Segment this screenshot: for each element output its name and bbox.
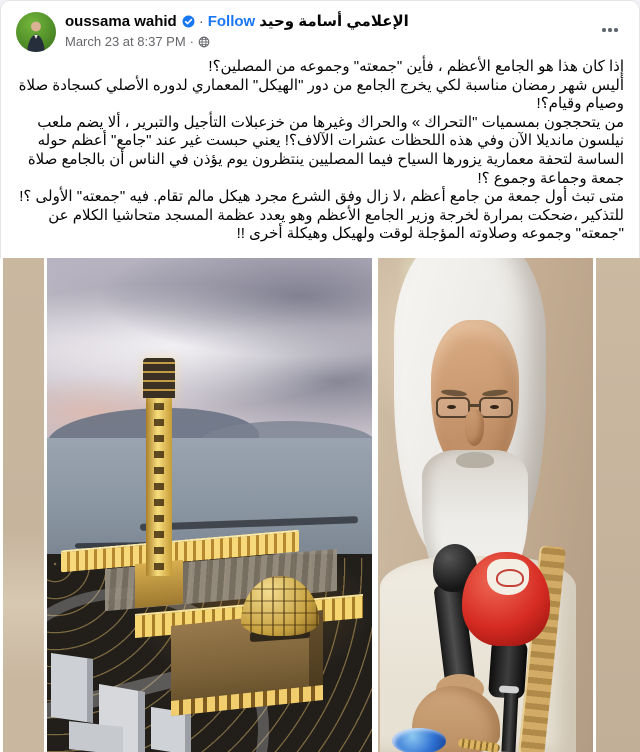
minaret-tower: [146, 394, 172, 576]
timestamp[interactable]: March 23 at 8:37 PM: [65, 34, 186, 49]
nose: [465, 410, 484, 446]
eye: [447, 405, 456, 409]
post-paragraph: أليس شهر رمضان مناسبة لكي يخرج الجامع من دور "الهيكل" المعماري لدوره الأصلي كسجادة صلاة وصيام وقيام؟!: [18, 76, 624, 113]
more-options-button[interactable]: [592, 16, 628, 44]
eye: [490, 405, 499, 409]
post-meta: [65, 34, 409, 50]
post-paragraph: للتذكير ،ضحكت بمرارة لخرجة وزير الجامع الأعظم وهو يعدد عظمة المسجد متحاشيا الكلام عن "جمعته" وجموعه وصلاوته المؤجلة لوقت ولهيكل وهيكلة أخرى !!: [48, 206, 624, 243]
post-paragraph: من يتحججون بمسميات "التحراك » والحراك وغيرها من خزعبلات التأجيل والتبرير ، ألا يضم ملعب نيلسون مانديلا الآن وفي هذه اللحظات عشرات الآلاف؟! يعني حبست غير عند "جامع" أعظم حوله الساسة لتحفة معمارية يزورها السياح فيما المصليين ينتظرون يوم يؤذن في الناس أن بالجامع صلاة جمعة وجماعة وجموع ؟!: [27, 113, 624, 187]
post-header: [0, 0, 640, 58]
microphone-channel-logo: [487, 559, 529, 595]
photo-cleric-with-microphones[interactable]: [378, 258, 593, 752]
meta-separator: ·: [189, 34, 195, 49]
dot-icon: [614, 28, 618, 32]
photo-collage[interactable]: [0, 258, 640, 752]
avatar-image: [16, 12, 56, 52]
verified-badge-icon: [182, 15, 195, 28]
name-row: [65, 12, 409, 31]
page-name-arabic[interactable]: الإعلامي أسامة وحيد: [259, 13, 409, 30]
collage-right-strip: [596, 258, 640, 752]
blue-shiny-object: [392, 728, 446, 752]
follow-button[interactable]: Follow: [207, 13, 256, 30]
avatar[interactable]: [16, 12, 56, 52]
glasses-bridge: [468, 404, 480, 407]
public-globe-icon: [198, 36, 210, 48]
dot-icon: [608, 28, 612, 32]
mustache: [456, 452, 494, 468]
page-name-latin[interactable]: oussama wahid: [65, 13, 177, 30]
apartment-block: [69, 721, 123, 752]
post-text: [16, 58, 624, 244]
dot-icon: [602, 28, 606, 32]
post-paragraph: متى تبث أول جمعة من جامع أعظم ،لا زال وفق الشرع مجرد هيكل مالم تقام. فيه "جمعته" الأولى ؟!: [19, 188, 624, 206]
header-info: [65, 12, 409, 58]
stand-ring: [499, 685, 519, 693]
collage-left-strip: [3, 258, 44, 752]
minaret-top: [143, 358, 175, 398]
photo-great-mosque-of-algiers[interactable]: [47, 258, 372, 752]
name-follow-separator: ·: [198, 13, 204, 30]
apartment-block: [51, 653, 93, 723]
post-paragraph: إذا كان هذا هو الجامع الأعظم ، فأين "جمعته" وجموعه من المصلين؟!: [208, 58, 624, 75]
